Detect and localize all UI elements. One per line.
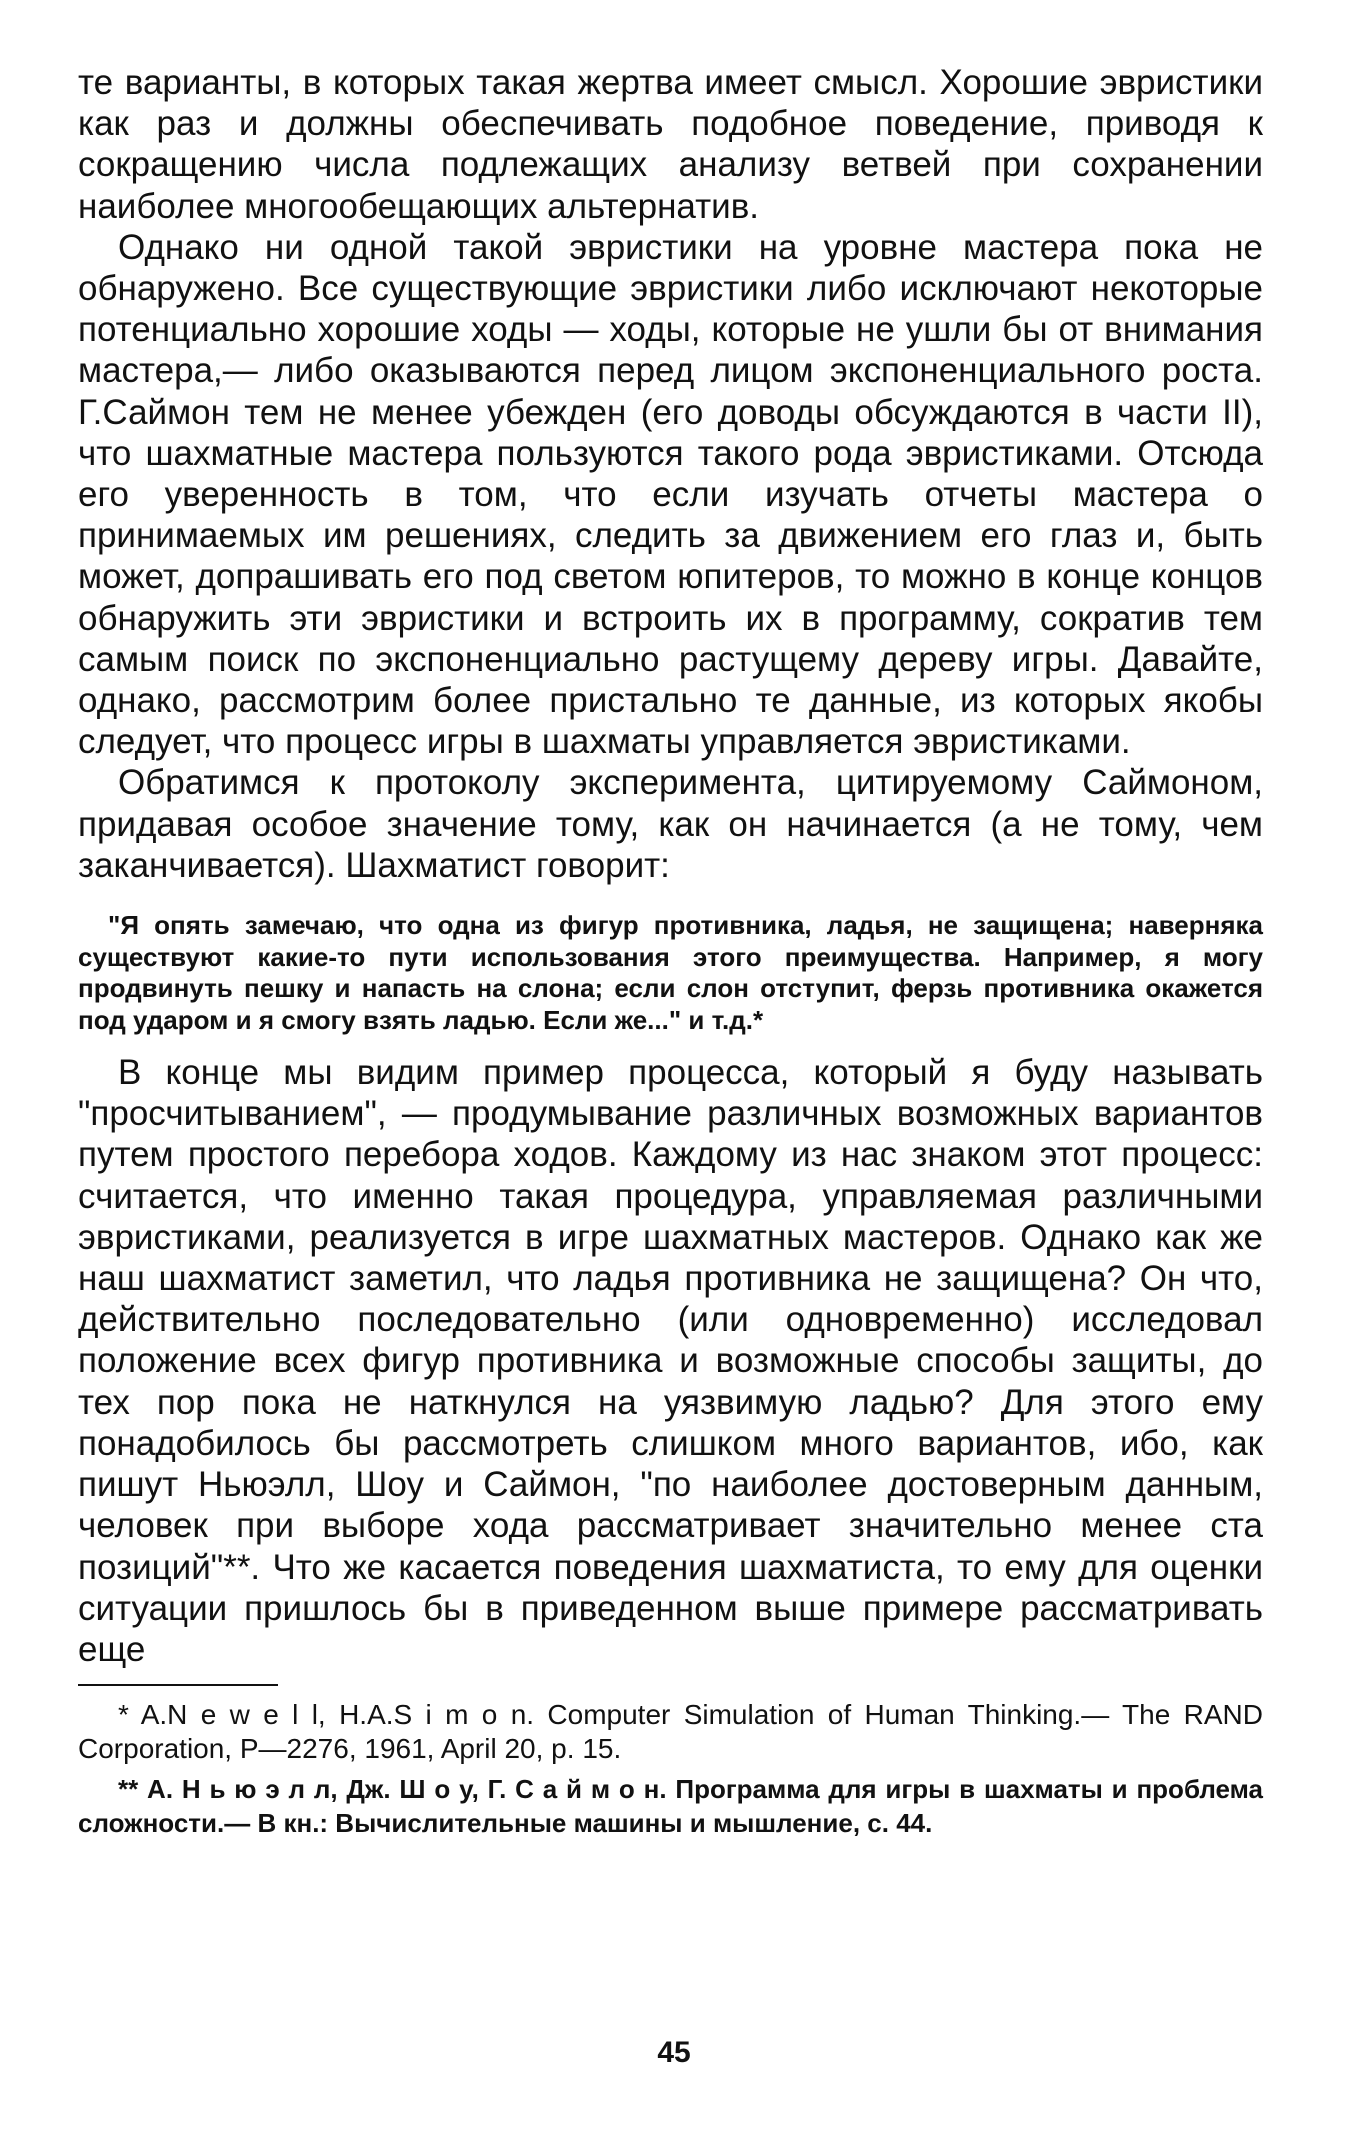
footnote-divider	[78, 1684, 278, 1686]
paragraph-3: Обратимся к протоколу эксперимента, цитируемому Саймоном, придавая особое значение тому, как он начинается (а не тому, чем заканчивается). Шахматист говорит:	[78, 763, 1263, 885]
paragraph-1: те варианты, в которых такая жертва имеет смысл. Хорошие эвристики как раз и должны обеспечивать подобное поведение, приводя к сокращению числа подлежащих анализу ветвей при сохранении наиболее многообещающих альтернатив.	[78, 63, 1263, 226]
footnote-1: * A.N e w e l l, H.A.S i m o n. Computer Simulation of Human Thinking.— The RAND Corporation, P—2276, 1961, April 20, p. 15.	[78, 1699, 1263, 1765]
block-quote: "Я опять замечаю, что одна из фигур противника, ладья, не защищена; наверняка существуют какие-то пути использования этого преимущества. Например, я могу продвинуть пешку и напасть на слона; если слон отступит, ферзь противника окажется под ударом и я смогу взять ладью. Если же..." и т.д.*	[78, 910, 1263, 1035]
paragraph-4: В конце мы видим пример процесса, который я буду называть "просчитыванием", — продумывание различных возможных вариантов путем простого перебора ходов. Каждому из нас знаком этот процесс: считается, что именно такая процедура, управляемая различными эвристиками, реализуется в игре шахматных мастеров. Однако как же наш шахматист заметил, что ладья противника не защищена? Он что, действительно последовательно (или одновременно) исследовал положение всех фигур противника и возможные способы защиты, до тех пор пока не наткнулся на уязвимую ладью? Для этого ему понадобилось бы рассмотреть слишком много вариантов, ибо, как пишут Ньюэлл, Шоу и Саймон, "по наиболее достоверным данным, человек при выборе хода рассматривает значительно менее ста позиций"**. Что же касается поведения шахматиста, то ему для оценки ситуации пришлось бы в приведенном выше примере рассматривать еще	[78, 1053, 1263, 1669]
page-number: 45	[657, 2036, 691, 2069]
paragraph-2: Однако ни одной такой эвристики на уровне мастера пока не обнаружено. Все существующие эвристики либо исключают некоторые потенциально хорошие ходы — ходы, которые не ушли бы от внимания мастера,— либо оказываются перед лицом экспоненциального роста. Г.Саймон тем не менее убежден (его доводы обсуждаются в части II), что шахматные мастера пользуются такого рода эвристиками. Отсюда его уверенность в том, что если изучать отчеты мастера о принимаемых им решениях, следить за движением его глаз и, быть может, допрашивать его под светом юпитеров, то можно в конце концов обнаружить эти эвристики и встроить их в программу, сократив тем самым поиск по экспоненциально растущему дереву игры. Давайте, однако, рассмотрим более пристально те данные, из которых якобы следует, что процесс игры в шахматы управляется эвристиками.	[78, 227, 1263, 762]
page-content	[78, 62, 1263, 1846]
footnote-2: ** А. Н ь ю э л л, Дж. Ш о у, Г. С а й м о н. Программа для игры в шахматы и проблема сложности.— В кн.: Вычислительные машины и мышление, с. 44.	[78, 1774, 1263, 1839]
